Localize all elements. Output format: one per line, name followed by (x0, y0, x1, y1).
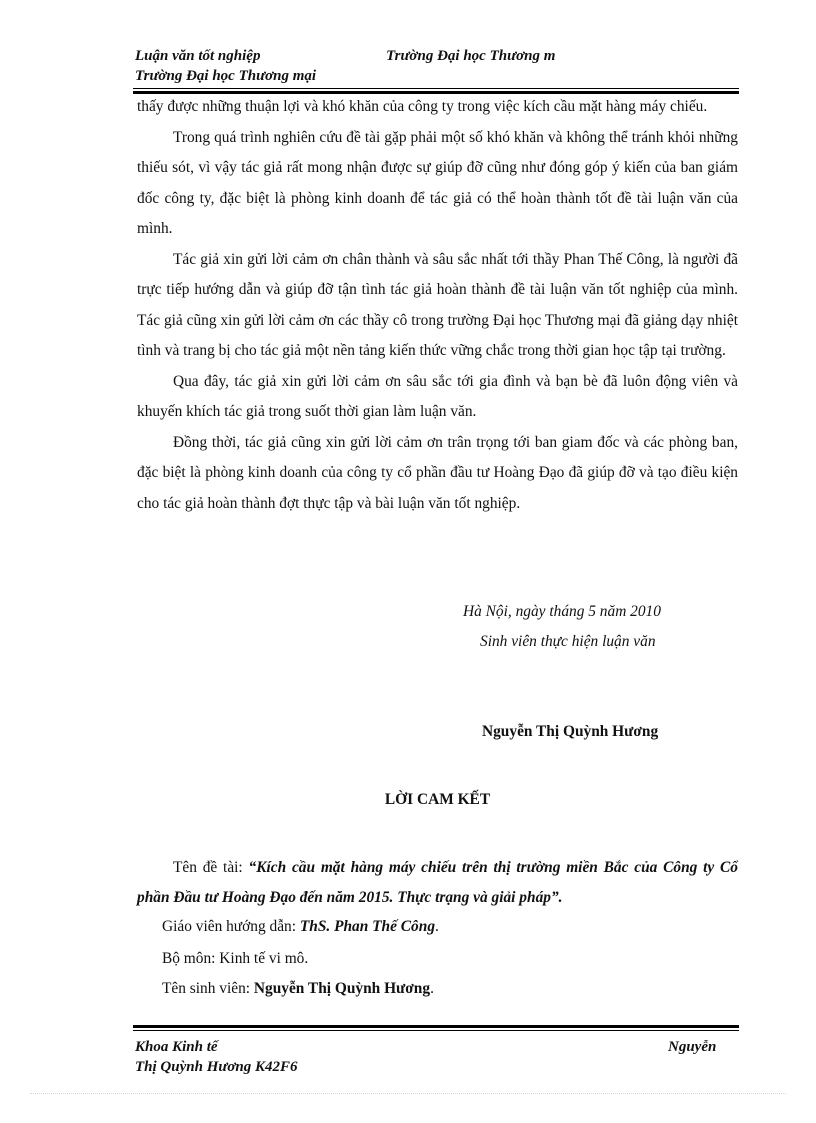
advisor-label: Giáo viên hướng dẫn: (162, 918, 300, 935)
commitment-title: LỜI CAM KẾT (384, 791, 491, 808)
header-thesis-label: Luận văn tốt nghiệp (135, 48, 261, 64)
footer-faculty: Khoa Kinh tế (135, 1039, 218, 1055)
signature-name: Nguyễn Thị Quỳnh Hương (482, 723, 659, 740)
paragraph: Đồng thời, tác giả cũng xin gửi lời cảm ơn trân trọng tới ban giam đốc và các phòng ban, đặc biệt là phòng kinh doanh của công ty cổ phần đầu tư Hoàng Đạo đã giúp đỡ và tạo điều kiện cho tác giả hoàn thành đợt thực tập và bài luận văn tốt nghiệp. (137, 433, 738, 512)
header-university: Trường Đại học Thương m (386, 48, 556, 64)
header-university-full: Trường Đại học Thương mại (135, 68, 317, 84)
footer-divider (133, 1025, 739, 1031)
topic-value: “Kích cầu mặt hàng máy chiếu trên thị trường miền Bắc của Công ty Cổ phần Đầu tư Hoàng Đạo đến năm 2015. Thực trạng và giải pháp”. (137, 859, 739, 906)
page-header (135, 46, 745, 86)
advisor-line: Giáo viên hướng dẫn: ThS. Phan Thế Công. (162, 918, 439, 935)
paragraph: Qua đây, tác giả xin gửi lời cảm ơn sâu sắc tới gia đình và bạn bè đã luôn động viên và khuyến khích tác giả trong suốt thời gian làm luận văn. (137, 372, 738, 420)
paragraph: thấy được những thuận lợi và khó khăn của công ty trong việc kích cầu mặt hàng máy chiếu. (137, 98, 708, 115)
department-line (162, 950, 308, 968)
advisor-value: ThS. Phan Thế Công (299, 918, 436, 935)
footer-author-first: Nguyễn (668, 1039, 717, 1055)
student-value: Nguyễn Thị Quỳnh Hương (253, 980, 431, 997)
page-bottom-border (30, 1093, 786, 1094)
signature-date: Hà Nội, ngày tháng 5 năm 2010 (463, 603, 661, 620)
page-footer (135, 1037, 745, 1077)
student-line: Tên sinh viên: Nguyễn Thị Quỳnh Hương. (162, 980, 434, 997)
acknowledgement-body (137, 92, 738, 519)
department-value: Kinh tế vi mô. (219, 950, 309, 967)
topic-line (137, 853, 738, 913)
signature-role: Sinh viên thực hiện luận văn (480, 633, 656, 650)
department-label: Bộ môn: (162, 950, 220, 967)
paragraph: Trong quá trình nghiên cứu đề tài gặp phải một số khó khăn và không thể tránh khỏi những thiếu sót, vì vậy tác giả rất mong nhận được sự giúp đỡ cũng như đóng góp ý kiến của ban giám đốc công ty, đặc biệt là phòng kinh doanh để tác giả có thể hoàn thành tốt đề tài luận văn của mình. (137, 128, 738, 237)
student-label: Tên sinh viên: (162, 980, 254, 997)
topic-label: Tên đề tài: (173, 859, 249, 876)
paragraph: Tác giả xin gửi lời cảm ơn chân thành và sâu sắc nhất tới thầy Phan Thế Công, là người đã trực tiếp hướng dẫn và giúp đỡ tận tình tác giả hoàn thành đề tài luận văn tốt nghiệp của mình. Tác giả cũng xin gửi lời cảm ơn các thầy cô trong trường Đại học Thương mại đã giảng dạy nhiệt tình và trang bị cho tác giả một nền tảng kiến thức vững chắc trong thời gian học tập tại trường. (137, 250, 738, 359)
footer-author-class: Thị Quỳnh Hương K42F6 (135, 1059, 298, 1075)
